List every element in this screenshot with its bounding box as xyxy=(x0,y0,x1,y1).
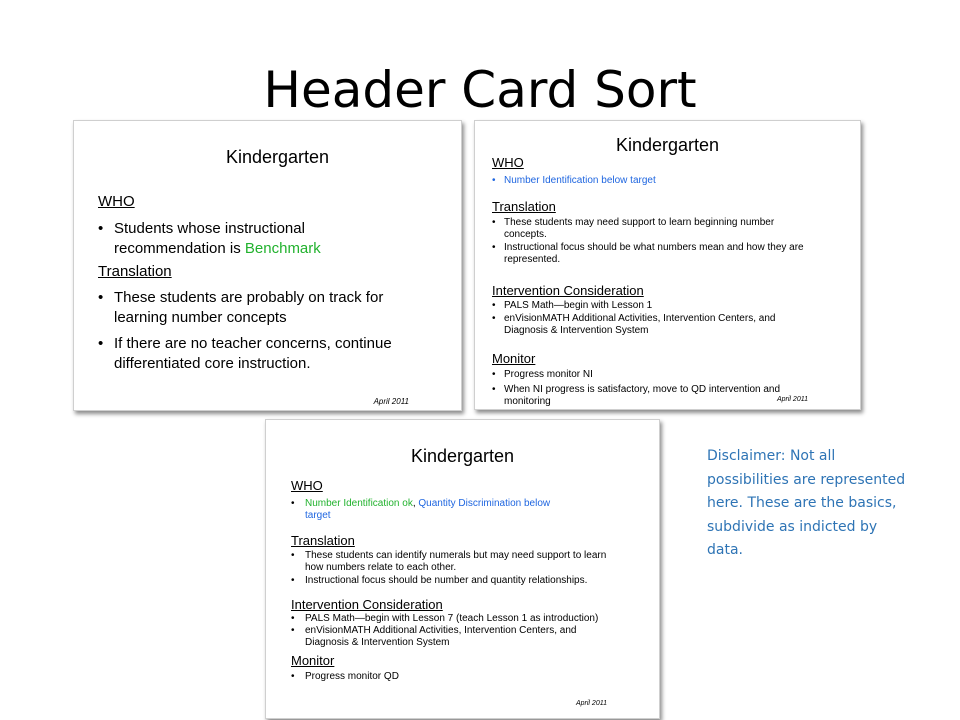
who-separator: , xyxy=(412,498,419,509)
section-translation: Translation xyxy=(98,263,172,280)
intervention-bullet-2 xyxy=(291,625,651,649)
who-bullet xyxy=(98,219,448,259)
who-bullet xyxy=(291,498,651,522)
bullet-mark: • xyxy=(492,384,496,395)
bullet-mark: • xyxy=(492,175,496,186)
card-benchmark xyxy=(73,120,462,411)
who-qd-below-line2: target xyxy=(305,510,331,521)
bullet-mark: • xyxy=(492,369,496,380)
monitor-bullet-1 xyxy=(291,671,651,683)
intervention-b2-line1: enVisionMATH Additional Activities, Intervention Centers, and xyxy=(305,625,577,636)
bullet-mark: • xyxy=(98,335,104,352)
who-bullet xyxy=(492,175,842,187)
who-ni-ok: Number Identification ok xyxy=(305,498,413,509)
translation-bullet-2 xyxy=(291,575,651,587)
card-date: April 2011 xyxy=(776,396,808,403)
translation-bullet-1 xyxy=(98,288,448,328)
section-intervention: Intervention Consideration xyxy=(291,597,443,612)
card-ni-below xyxy=(474,120,861,410)
who-b1: Number Identification below target xyxy=(504,175,656,186)
translation-b2-line1: If there are no teacher concerns, continue xyxy=(114,335,392,352)
translation-b1-line1: These students may need support to learn beginning number xyxy=(504,217,775,228)
bullet-mark: • xyxy=(492,313,496,324)
intervention-bullet-1 xyxy=(492,300,842,312)
card-date: April 2011 xyxy=(373,397,409,406)
translation-b1-line1: These students are probably on track for xyxy=(114,289,384,306)
intervention-bullet-2 xyxy=(492,313,842,337)
translation-b2-line1: Instructional focus should be what numbers mean and how they are xyxy=(504,242,804,253)
bullet-mark: • xyxy=(291,613,295,624)
bullet-mark: • xyxy=(291,498,295,509)
bullet-mark: • xyxy=(492,217,496,228)
bullet-mark: • xyxy=(98,289,104,306)
bullet-mark: • xyxy=(291,550,295,561)
section-monitor: Monitor xyxy=(492,351,536,366)
translation-bullet-2 xyxy=(98,334,448,374)
translation-b1-line2: how numbers relate to each other. xyxy=(305,562,457,573)
bullet-mark: • xyxy=(492,300,496,311)
section-intervention: Intervention Consideration xyxy=(492,283,644,298)
intervention-bullet-1 xyxy=(291,613,651,625)
bullet-mark: • xyxy=(291,625,295,636)
translation-bullet-2 xyxy=(492,242,842,266)
card-date: April 2011 xyxy=(575,700,607,707)
bullet-mark: • xyxy=(291,575,295,586)
translation-b1-line2: learning number concepts xyxy=(114,309,287,326)
monitor-bullet-1 xyxy=(492,369,842,381)
who-line1: Students whose instructional xyxy=(114,220,305,237)
intervention-b2-line2: Diagnosis & Intervention System xyxy=(504,325,649,336)
card-qd-below xyxy=(265,419,660,719)
who-benchmark-highlight: Benchmark xyxy=(244,240,321,257)
monitor-b1: Progress monitor NI xyxy=(504,369,593,380)
section-translation: Translation xyxy=(492,199,556,214)
intervention-b1: PALS Math—begin with Lesson 1 xyxy=(504,300,653,311)
monitor-b1: Progress monitor QD xyxy=(305,671,399,682)
translation-b1-line2: concepts. xyxy=(504,229,547,240)
card-heading: Kindergarten xyxy=(225,147,330,167)
section-who: WHO xyxy=(291,478,323,493)
translation-bullet-1 xyxy=(492,217,842,241)
translation-b2-line2: differentiated core instruction. xyxy=(114,355,311,372)
card-heading: Kindergarten xyxy=(615,135,720,155)
bullet-mark: • xyxy=(492,242,496,253)
translation-b2-line2: represented. xyxy=(504,254,561,265)
intervention-b1: PALS Math—begin with Lesson 7 (teach Lesson 1 as introduction) xyxy=(305,613,599,624)
who-qd-below-line1: Quantity Discrimination below xyxy=(418,498,551,509)
translation-b1-line1: These students can identify numerals but may need support to learn xyxy=(305,550,607,561)
card-heading: Kindergarten xyxy=(410,446,515,466)
section-who: WHO xyxy=(98,193,135,210)
who-line2: recommendation is xyxy=(114,240,245,257)
section-translation: Translation xyxy=(291,533,355,548)
monitor-b2-line1: When NI progress is satisfactory, move to QD intervention and xyxy=(504,384,781,395)
disclaimer-text: Disclaimer: Not all possibilities are represented here. These are the basics, subdivide as indicted by data. xyxy=(707,448,906,558)
section-monitor: Monitor xyxy=(291,653,335,668)
monitor-b2-line2: monitoring xyxy=(504,396,551,407)
bullet-mark: • xyxy=(98,220,104,237)
translation-bullet-1 xyxy=(291,550,651,574)
bullet-mark: • xyxy=(291,671,295,682)
intervention-b2-line1: enVisionMATH Additional Activities, Intervention Centers, and xyxy=(504,313,776,324)
intervention-b2-line2: Diagnosis & Intervention System xyxy=(305,637,450,648)
translation-b2: Instructional focus should be number and quantity relationships. xyxy=(305,575,588,586)
slide-title: Header Card Sort xyxy=(263,61,697,119)
section-who: WHO xyxy=(492,155,524,170)
